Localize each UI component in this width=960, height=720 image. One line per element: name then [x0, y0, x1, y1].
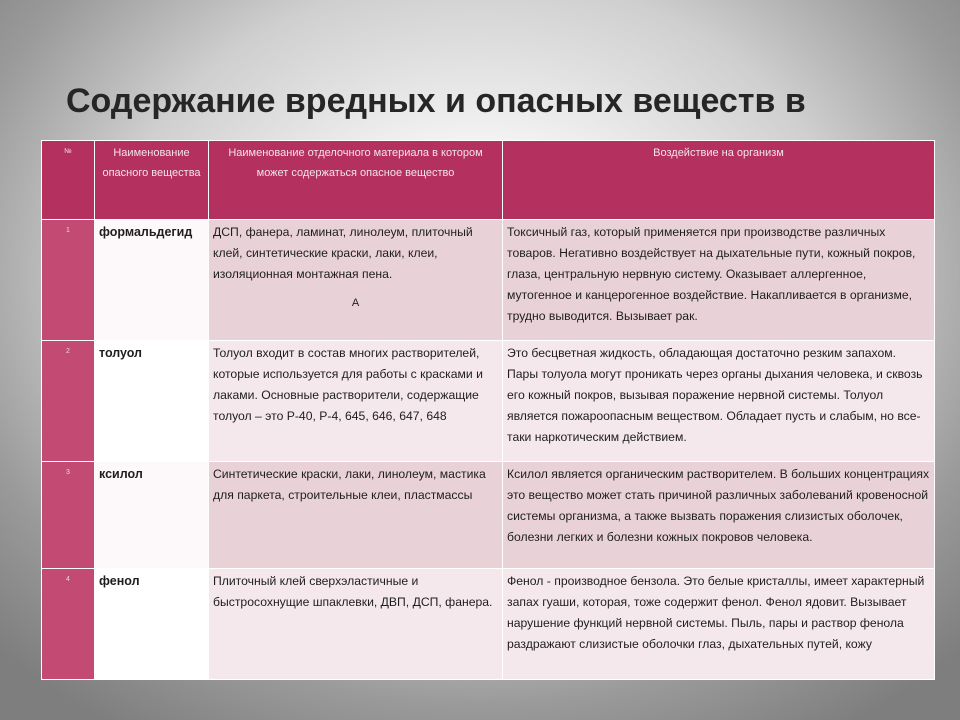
header-substance-name: Наименование опасного вещества [95, 141, 209, 220]
header-number: № [42, 141, 95, 220]
material-note: А [351, 297, 360, 309]
substance-name: толуол [95, 341, 209, 462]
table-row [42, 462, 935, 569]
effect-cell: Фенол - производное бензола. Это белые кристаллы, имеет характерный запах гуаши, которая, тоже содержит фенол. Фенол ядовит. Вызывает нарушение функций нервной системы. Пыль, пары и раствор фенола раздражают слизистые оболочки глаз, дыхательных путей, кожу [503, 569, 935, 680]
effect-cell: Токсичный газ, который применяется при производстве различных товаров. Негативно воздействует на дыхательные пути, кожный покров, глаза, центральную нервную систему. Оказывает аллергенное, мутогенное и канцерогенное воздействие. Накапливается в организме, трудно выводится. Вызывает рак. [503, 220, 935, 341]
effect-cell: Ксилол является органическим растворителем. В больших концентрациях это вещество может стать причиной различных заболеваний кровеносной системы организма, а также вызвать поражения слизистых оболочек, болезни легких и болезни кожных покровов человека. [503, 462, 935, 569]
material-cell: Толуол входит в состав многих растворителей, которые используется для работы с красками и лаками. Основные растворители, содержащие толуол – это Р-40, Р-4, 645, 646, 647, 648 [209, 341, 503, 462]
material-cell: Плиточный клей сверхэластичные и быстросохнущие шпаклевки, ДВП, ДСП, фанера. [209, 569, 503, 680]
table-row [42, 220, 935, 341]
substance-name: формальдегид [95, 220, 209, 341]
table-row [42, 341, 935, 462]
row-number: 1 [42, 220, 95, 341]
slide-title: Содержание вредных и опасных веществ в [66, 82, 806, 120]
material-cell: Синтетические краски, лаки, линолеум, мастика для паркета, строительные клеи, пластмассы [209, 462, 503, 569]
effect-cell: Это бесцветная жидкость, обладающая достаточно резким запахом. Пары толуола могут проникать через органы дыхания человека, и сквозь его кожный покров, вызывая поражение нервной системы. Толуол является пожароопасным веществом. Обладает пусть и слабым, но все-таки наркотическим действием. [503, 341, 935, 462]
row-number: 4 [42, 569, 95, 680]
header-effect: Воздействие на организм [503, 141, 935, 220]
material-cell [209, 220, 503, 341]
header-material: Наименование отделочного материала в котором может содержаться опасное вещество [209, 141, 503, 220]
table-header-row [42, 141, 935, 220]
substance-name: фенол [95, 569, 209, 680]
material-text: ДСП, фанера, ламинат, линолеум, плиточный клей, синтетические краски, лаки, клеи, изоляционная монтажная пена. [213, 225, 473, 281]
row-number: 2 [42, 341, 95, 462]
substance-name: ксилол [95, 462, 209, 569]
hazardous-substances-table [41, 140, 935, 680]
row-number: 3 [42, 462, 95, 569]
table-row [42, 569, 935, 680]
